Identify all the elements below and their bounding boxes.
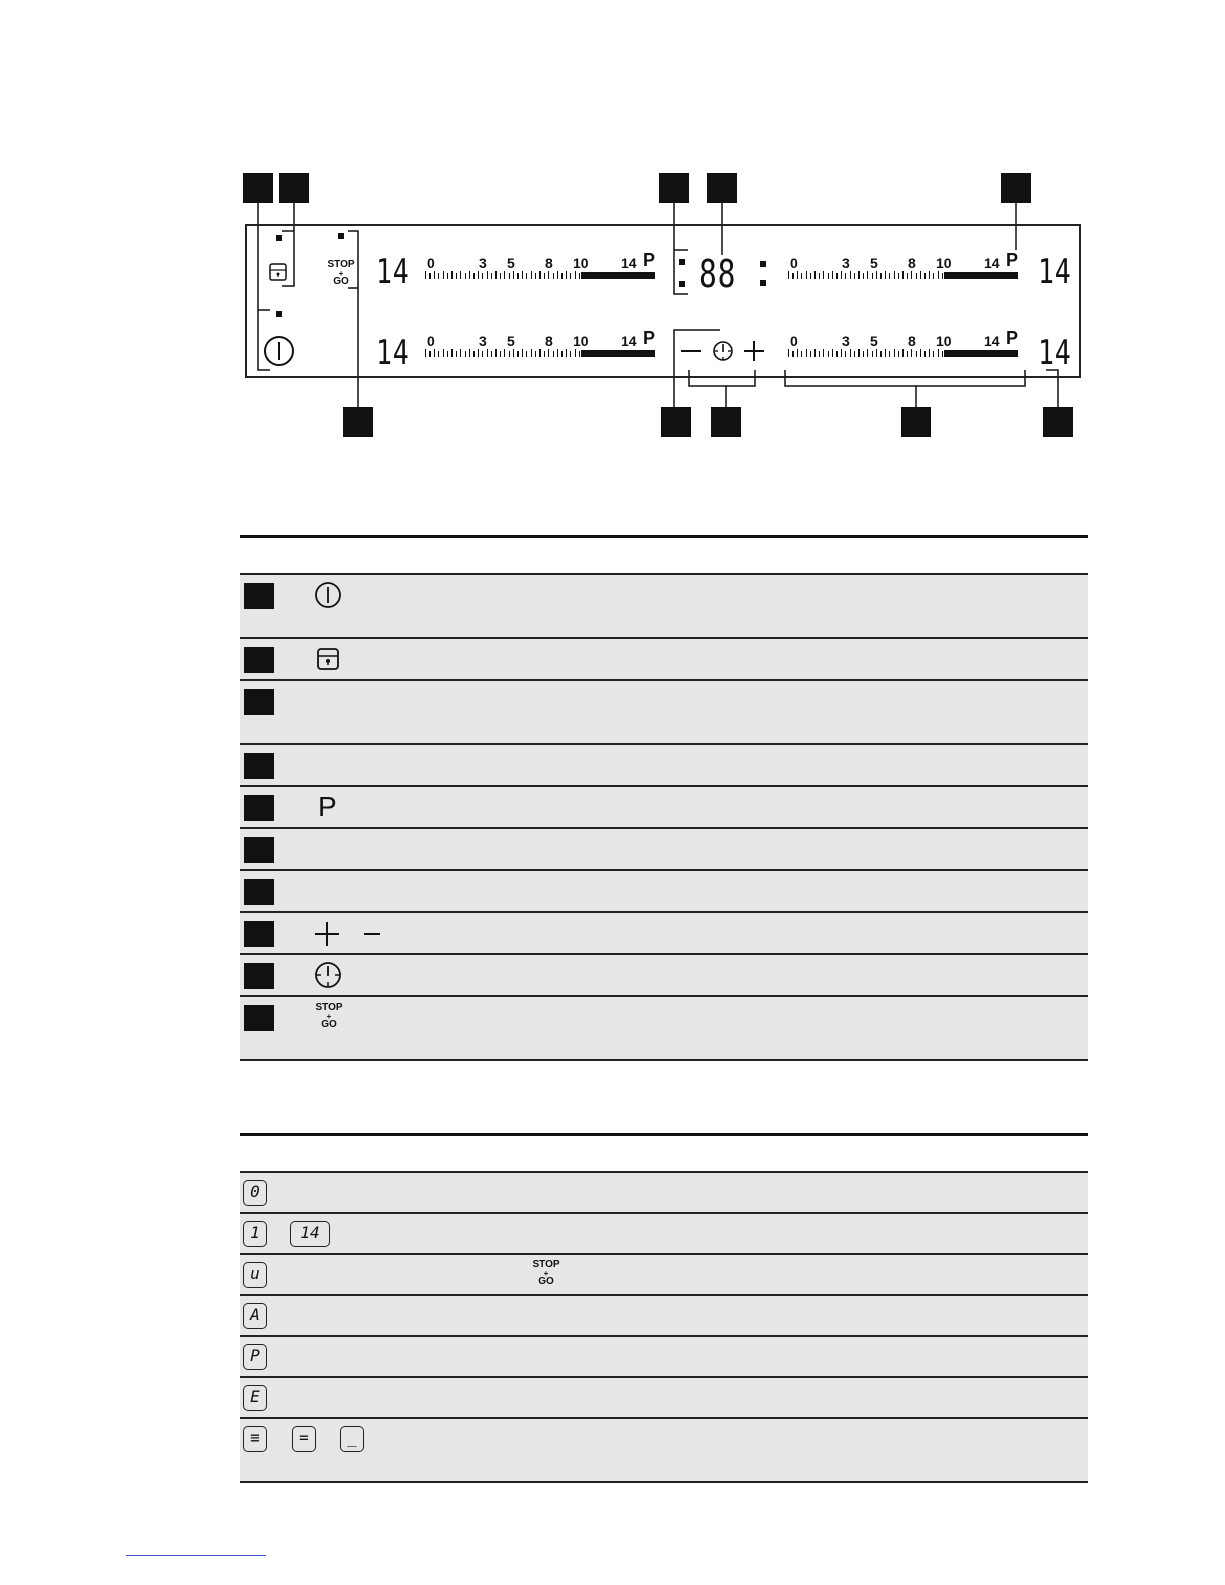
scale-tick <box>876 271 877 279</box>
scale-tick <box>434 271 435 279</box>
stop-go-line2: + <box>543 1269 549 1278</box>
scale-tick <box>810 273 811 279</box>
scale-label: 8 <box>908 255 916 271</box>
scale-label: 3 <box>842 255 850 271</box>
scale-tick <box>491 351 492 357</box>
power-icon <box>314 581 342 609</box>
scale-tick <box>456 273 457 279</box>
scale-tick <box>938 271 939 279</box>
scale-tick <box>539 271 540 279</box>
scale-label: P <box>1006 328 1019 348</box>
stop-go-line3: GO <box>333 276 349 287</box>
table-row <box>240 743 1088 785</box>
scale-tick <box>828 273 829 279</box>
timer-icon[interactable] <box>712 340 734 362</box>
scale-tick <box>553 273 554 279</box>
scale-tick <box>451 271 452 279</box>
stop-go-button[interactable] <box>326 260 356 287</box>
scale-tick <box>526 351 527 357</box>
scale-tick <box>916 351 917 357</box>
table-row <box>240 827 1088 869</box>
scale-tick <box>429 351 430 357</box>
scale-tick <box>942 351 943 357</box>
scale-tick <box>845 351 846 357</box>
display-e-icon: E <box>243 1385 267 1411</box>
table-row <box>240 911 1088 953</box>
scale-tick <box>819 273 820 279</box>
scale-tick <box>566 271 567 279</box>
scale-tick <box>495 271 496 279</box>
scale-tick <box>858 271 859 279</box>
scale-tick <box>916 273 917 279</box>
scale-tick <box>482 351 483 357</box>
scale-tick <box>504 349 505 357</box>
scale-tick <box>810 351 811 357</box>
scale-tick <box>841 271 842 279</box>
power-boost-icon: P <box>318 791 337 822</box>
heat-slider[interactable] <box>786 250 1022 284</box>
scale-label: 8 <box>545 333 553 349</box>
scale-label: 8 <box>545 255 553 271</box>
scale-tick <box>841 349 842 357</box>
scale-label: 14 <box>621 255 637 271</box>
scale-tick <box>863 273 864 279</box>
scale-tick <box>522 349 523 357</box>
scale-tick <box>473 273 474 279</box>
scale-tick <box>894 349 895 357</box>
scale-label: 0 <box>427 255 435 271</box>
scale-tick <box>570 351 571 357</box>
scale-tick <box>797 271 798 279</box>
scale-tick <box>929 271 930 279</box>
table-end <box>240 1059 1088 1061</box>
scale-label: 10 <box>936 333 952 349</box>
scale-tick <box>491 273 492 279</box>
timer-colon-dot <box>760 261 766 267</box>
scale-label: P <box>643 250 656 270</box>
stop-go-line1: STOP <box>315 1002 343 1013</box>
scale-tick <box>473 351 474 357</box>
scale-tick <box>819 351 820 357</box>
scale-tick <box>504 271 505 279</box>
scale-tick <box>531 271 532 279</box>
table-row <box>240 1294 1088 1335</box>
scale-tick <box>447 351 448 357</box>
scale-tick <box>561 351 562 357</box>
scale-tick <box>460 271 461 279</box>
scale-tick <box>548 349 549 357</box>
scale-tick <box>482 273 483 279</box>
row-marker <box>244 753 274 779</box>
timer-indicator-dot <box>679 281 685 287</box>
scale-tick <box>526 273 527 279</box>
scale-tick <box>924 273 925 279</box>
display-a-icon: A <box>243 1303 267 1329</box>
scale-tick <box>548 271 549 279</box>
scale-tick <box>566 349 567 357</box>
table-row <box>240 785 1088 827</box>
scale-label: 0 <box>427 333 435 349</box>
stop-go-line2: + <box>326 1012 332 1021</box>
scale-tick <box>858 349 859 357</box>
scale-tick <box>836 273 837 279</box>
table-row <box>240 1171 1088 1212</box>
scale-tick <box>872 273 873 279</box>
timer-minus-button[interactable] <box>681 350 701 352</box>
scale-tick <box>425 271 426 279</box>
display-zero-icon: 0 <box>243 1180 267 1206</box>
scale-tick <box>443 271 444 279</box>
scale-tick <box>902 349 903 357</box>
row-marker <box>244 921 274 947</box>
scale-tick <box>867 349 868 357</box>
scale-tick <box>557 349 558 357</box>
display-p-icon: P <box>243 1344 267 1370</box>
row-marker <box>244 1005 274 1031</box>
scale-label: 14 <box>621 333 637 349</box>
table-row <box>240 869 1088 911</box>
scale-label: 14 <box>984 255 1000 271</box>
scale-tick <box>942 273 943 279</box>
row-marker <box>244 583 274 609</box>
scale-tick <box>854 273 855 279</box>
scale-tick <box>907 351 908 357</box>
table-row <box>240 953 1088 995</box>
table-row <box>240 1376 1088 1417</box>
scale-tick <box>832 349 833 357</box>
scale-tick <box>889 273 890 279</box>
scale-label: 8 <box>908 333 916 349</box>
scale-tick <box>438 351 439 357</box>
row-marker <box>244 689 274 715</box>
scale-tick <box>447 273 448 279</box>
scale-tick <box>465 351 466 357</box>
row-marker <box>244 647 274 673</box>
scale-tick <box>806 271 807 279</box>
scale-label: 3 <box>479 333 487 349</box>
display-one-bar-icon: _ <box>340 1426 364 1452</box>
display-two-bars-icon: = <box>292 1426 316 1452</box>
heat-slider[interactable] <box>423 328 659 362</box>
scale-bar <box>581 272 655 279</box>
scale-tick <box>429 273 430 279</box>
indicator-dot <box>338 233 344 239</box>
scale-tick <box>898 273 899 279</box>
scale-tick <box>792 351 793 357</box>
heat-slider[interactable] <box>786 328 1022 362</box>
stop-go-icon <box>314 1003 344 1030</box>
scale-tick <box>438 273 439 279</box>
scale-tick <box>850 271 851 279</box>
scale-tick <box>579 351 580 357</box>
scale-tick <box>929 349 930 357</box>
scale-tick <box>500 351 501 357</box>
scale-tick <box>806 349 807 357</box>
stop-go-line2: + <box>338 269 344 278</box>
scale-tick <box>575 271 576 279</box>
scale-tick <box>451 349 452 357</box>
scale-tick <box>920 271 921 279</box>
scale-tick <box>539 349 540 357</box>
table-header <box>240 1133 1088 1171</box>
table-row <box>240 1417 1088 1481</box>
scale-tick <box>885 271 886 279</box>
display-fourteen-icon: 14 <box>290 1221 330 1247</box>
timer-display: 88 <box>699 252 737 296</box>
table-row <box>240 1253 1088 1294</box>
scale-tick <box>867 271 868 279</box>
timer-icon <box>314 961 342 989</box>
scale-tick <box>570 273 571 279</box>
scale-tick <box>911 349 912 357</box>
scale-tick <box>478 349 479 357</box>
scale-tick <box>460 349 461 357</box>
scale-label: 10 <box>573 333 589 349</box>
scale-tick <box>850 349 851 357</box>
scale-tick <box>832 271 833 279</box>
scale-label: 0 <box>790 255 798 271</box>
scale-tick <box>788 271 789 279</box>
scale-tick <box>478 271 479 279</box>
scale-tick <box>557 271 558 279</box>
scale-tick <box>898 351 899 357</box>
power-icon[interactable] <box>263 335 295 367</box>
scale-tick <box>911 271 912 279</box>
scale-tick <box>509 351 510 357</box>
scale-label: 5 <box>870 255 878 271</box>
scale-tick <box>531 349 532 357</box>
stop-go-line3: GO <box>321 1019 337 1030</box>
scale-tick <box>872 351 873 357</box>
table-row <box>240 1335 1088 1376</box>
scale-label: 10 <box>573 255 589 271</box>
indicator-dot <box>276 311 282 317</box>
scale-tick <box>814 349 815 357</box>
footer-link[interactable] <box>126 1555 266 1556</box>
scale-tick <box>845 273 846 279</box>
scale-label: 5 <box>870 333 878 349</box>
row-marker <box>244 879 274 905</box>
scale-tick <box>938 349 939 357</box>
scale-tick <box>876 349 877 357</box>
scale-tick <box>788 349 789 357</box>
scale-label: 14 <box>984 333 1000 349</box>
zone-display-bottom-right: 14 <box>1038 333 1072 373</box>
row-marker <box>244 963 274 989</box>
row-marker <box>244 795 274 821</box>
scale-tick <box>509 273 510 279</box>
row-marker <box>244 837 274 863</box>
scale-tick <box>836 351 837 357</box>
scale-bar <box>581 350 655 357</box>
scale-tick <box>863 351 864 357</box>
scale-tick <box>513 271 514 279</box>
scale-tick <box>792 273 793 279</box>
scale-label: P <box>1006 250 1019 270</box>
timer-indicator-dot <box>679 259 685 265</box>
lock-icon[interactable] <box>269 263 287 281</box>
symbols-table <box>240 535 1088 1061</box>
scale-tick <box>553 351 554 357</box>
scale-tick <box>443 349 444 357</box>
stop-go-line1: STOP <box>532 1259 560 1270</box>
scale-tick <box>469 271 470 279</box>
zone-display-top-left: 14 <box>376 252 410 292</box>
scale-label: 5 <box>507 333 515 349</box>
scale-tick <box>465 273 466 279</box>
scale-label: 3 <box>479 255 487 271</box>
indicators-table <box>240 1133 1088 1483</box>
scale-bar <box>944 272 1018 279</box>
stop-go-icon <box>531 1260 561 1287</box>
scale-tick <box>487 271 488 279</box>
scale-tick <box>933 273 934 279</box>
scale-tick <box>854 351 855 357</box>
scale-label: 0 <box>790 333 798 349</box>
scale-tick <box>517 351 518 357</box>
scale-tick <box>885 349 886 357</box>
table-row <box>240 573 1088 637</box>
scale-tick <box>823 271 824 279</box>
zone-display-top-right: 14 <box>1038 252 1072 292</box>
scale-label: P <box>643 328 656 348</box>
plus-icon <box>314 921 340 947</box>
scale-tick <box>880 351 881 357</box>
scale-tick <box>487 349 488 357</box>
scale-label: 10 <box>936 255 952 271</box>
table-header <box>240 535 1088 573</box>
table-row <box>240 1212 1088 1253</box>
display-residual-heat-icon: u <box>243 1262 267 1288</box>
heat-slider[interactable] <box>423 250 659 284</box>
scale-tick <box>814 271 815 279</box>
scale-tick <box>522 271 523 279</box>
scale-tick <box>434 349 435 357</box>
scale-tick <box>544 351 545 357</box>
scale-tick <box>894 271 895 279</box>
timer-plus-button[interactable] <box>743 340 765 362</box>
scale-tick <box>561 273 562 279</box>
scale-tick <box>924 351 925 357</box>
scale-tick <box>823 349 824 357</box>
table-end <box>240 1481 1088 1483</box>
scale-tick <box>828 351 829 357</box>
scale-tick <box>425 349 426 357</box>
minus-icon <box>364 933 380 935</box>
scale-tick <box>920 349 921 357</box>
scale-tick <box>535 351 536 357</box>
stop-go-line3: GO <box>538 1276 554 1287</box>
scale-tick <box>456 351 457 357</box>
scale-tick <box>500 273 501 279</box>
lock-icon <box>316 647 340 671</box>
scale-tick <box>579 273 580 279</box>
zone-display-bottom-left: 14 <box>376 333 410 373</box>
scale-tick <box>517 273 518 279</box>
scale-tick <box>902 271 903 279</box>
stop-go-line1: STOP <box>327 259 355 270</box>
scale-tick <box>889 351 890 357</box>
table-row <box>240 995 1088 1059</box>
display-three-bars-icon: ≡ <box>243 1426 267 1452</box>
display-one-icon: 1 <box>243 1221 267 1247</box>
table-row <box>240 637 1088 679</box>
scale-tick <box>801 273 802 279</box>
scale-tick <box>544 273 545 279</box>
scale-tick <box>495 349 496 357</box>
scale-tick <box>933 351 934 357</box>
scale-tick <box>907 273 908 279</box>
scale-bar <box>944 350 1018 357</box>
scale-tick <box>801 351 802 357</box>
scale-tick <box>535 273 536 279</box>
scale-tick <box>469 349 470 357</box>
scale-tick <box>513 349 514 357</box>
scale-tick <box>880 273 881 279</box>
scale-label: 3 <box>842 333 850 349</box>
indicator-dot <box>276 235 282 241</box>
scale-tick <box>575 349 576 357</box>
scale-tick <box>797 349 798 357</box>
scale-label: 5 <box>507 255 515 271</box>
table-row <box>240 679 1088 743</box>
timer-colon-dot <box>760 280 766 286</box>
